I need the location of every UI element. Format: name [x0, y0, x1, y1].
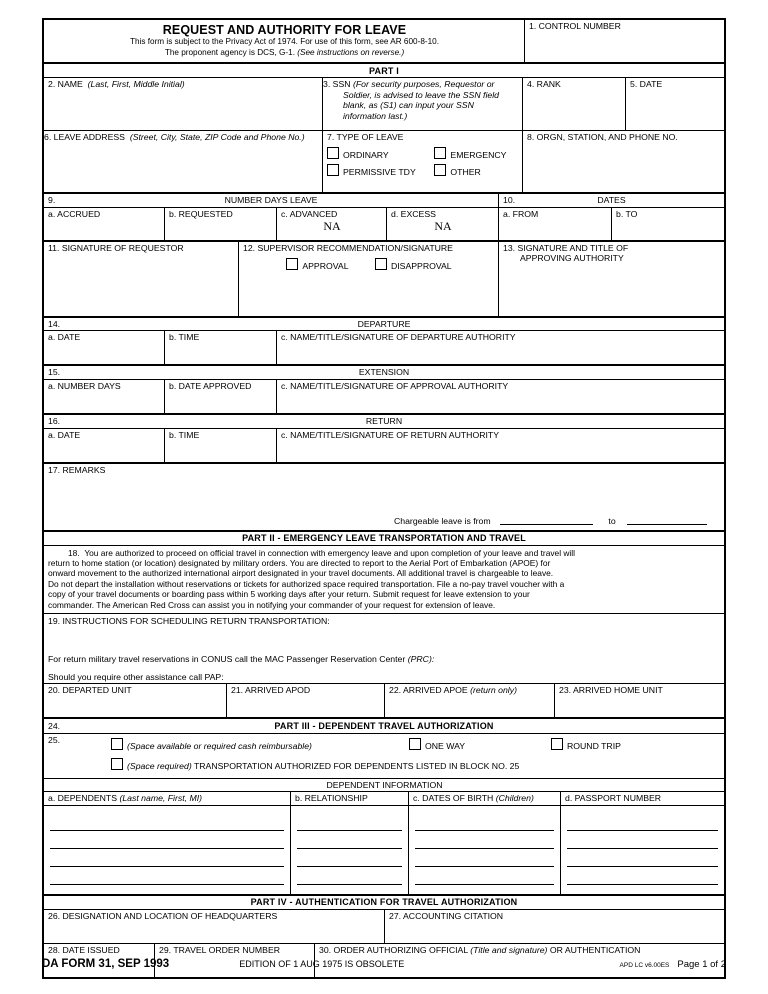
- travel-order-number-field[interactable]: 29. TRAVEL ORDER NUMBER: [154, 944, 314, 977]
- arrived-apoe-hint: (return only): [470, 685, 517, 695]
- checkbox-approval[interactable]: APPROVAL: [286, 258, 348, 272]
- checkbox-permissive-tdy[interactable]: PERMISSIVE TDY: [327, 164, 432, 178]
- relationship-column-cell[interactable]: [290, 806, 408, 894]
- form-identifier: DA FORM 31, SEP 1993: [42, 958, 170, 970]
- extension-band: [44, 364, 724, 380]
- checkbox-icon[interactable]: [551, 738, 563, 750]
- arrived-apoe-field[interactable]: 22. ARRIVED APOE (return only): [384, 684, 554, 717]
- block14-number: 14.: [48, 318, 61, 329]
- name-hint: (Last, First, Middle Initial): [87, 79, 185, 90]
- block13-line1: 13. SIGNATURE AND TITLE OF: [503, 242, 629, 253]
- dependent-entry-line[interactable]: [415, 849, 554, 867]
- dependent-table-body-row: [44, 805, 724, 894]
- block18-paragraph: [48, 548, 719, 610]
- address-leavetype-orgn-row: [44, 130, 724, 192]
- date-from-field[interactable]: a. FROM: [498, 208, 611, 240]
- chargeable-from-input[interactable]: [500, 515, 593, 525]
- supervisor-recommendation-field[interactable]: 12. SUPERVISOR RECOMMENDATION/SIGNATURE APPROVAL DISAPPROVAL: [238, 242, 498, 316]
- edition-note: EDITION OF 1 AUG 1975 IS OBSOLETE: [239, 959, 405, 969]
- remarks-label: 17. REMARKS: [48, 464, 106, 475]
- chargeable-leave-from-label: Chargeable leave is from: [394, 515, 491, 526]
- checkbox-icon[interactable]: [327, 164, 339, 176]
- arrival-blocks-row: [44, 683, 724, 717]
- control-number-label: 1. CONTROL NUMBER: [529, 21, 621, 31]
- part-2-band: PART II - EMERGENCY LEAVE TRANSPORTATION AND TRAVEL: [44, 530, 724, 546]
- orgn-label: 8. ORGN, STATION, AND PHONE NO.: [527, 132, 678, 143]
- ssn-field[interactable]: [322, 78, 522, 130]
- block18-text: [44, 546, 724, 613]
- block25-field: [44, 734, 724, 778]
- supervisor-decision-group: [243, 258, 495, 272]
- type-of-leave-row-1: [327, 147, 519, 161]
- checkbox-round-trip[interactable]: ROUND TRIP: [551, 738, 621, 752]
- departure-time-field[interactable]: b. TIME: [164, 331, 276, 364]
- ssn-label: 3. SSN (For security purposes, Requestor or Soldier, is advised to leave the SSN field blank, as (S1) can input your SSN information last.): [323, 79, 499, 121]
- checkbox-icon[interactable]: [375, 258, 387, 270]
- part-1-band: PART I: [44, 62, 724, 78]
- ssn-hint: (For security purposes, Requestor or Soldier, is advised to leave the SSN field blank, as (S1) can input your SSN information last.): [343, 79, 499, 121]
- dependents-column-cell[interactable]: [44, 806, 290, 894]
- remarks-field[interactable]: [44, 462, 724, 530]
- passport-column-cell[interactable]: [560, 806, 724, 894]
- extension-approval-authority-field[interactable]: c. NAME/TITLE/SIGNATURE OF APPROVAL AUTHORITY: [276, 380, 724, 413]
- block19-field[interactable]: [44, 613, 724, 683]
- extension-date-approved-field[interactable]: b. DATE APPROVED: [164, 380, 276, 413]
- control-number-field[interactable]: [524, 20, 724, 62]
- accrued-field[interactable]: a. ACCRUED: [48, 208, 101, 219]
- form-footer: [42, 958, 726, 970]
- block9-title: NUMBER DAYS LEAVE: [224, 195, 318, 206]
- checkbox-icon[interactable]: [111, 738, 123, 750]
- block18-line-4: Do not depart the installation without reservations or tickets for authorized space required transportation. File a no-pay travel voucher with a: [48, 578, 565, 589]
- departure-title: DEPARTURE: [357, 318, 411, 329]
- departed-unit-field[interactable]: 20. DEPARTED UNIT: [48, 685, 132, 695]
- dob-column-cell[interactable]: [408, 806, 560, 894]
- date-label: 5. DATE: [630, 79, 663, 90]
- leave-address-hint: (Street, City, State, ZIP Code and Phone No.): [129, 132, 305, 143]
- checkbox-icon[interactable]: [327, 147, 339, 159]
- return-authority-field[interactable]: c. NAME/TITLE/SIGNATURE OF RETURN AUTHORITY: [276, 429, 724, 462]
- chargeable-leave-line: [394, 515, 707, 527]
- block19-label: 19. INSTRUCTIONS FOR SCHEDULING RETURN TRANSPORTATION:: [48, 616, 330, 626]
- block18-line-6: commander. The American Red Cross can assist you in notifying your commander of your request for extension of leave.: [48, 599, 496, 610]
- type-of-leave-group: [322, 131, 522, 192]
- return-title: RETURN: [365, 415, 403, 426]
- dependent-entry-line[interactable]: [567, 849, 718, 867]
- block10-title: DATES: [597, 195, 626, 206]
- proponent-line: The proponent agency is DCS, G-1. (See instructions on reverse.): [164, 47, 405, 57]
- arrived-apod-field[interactable]: 21. ARRIVED APOD: [226, 684, 384, 717]
- dob-column-header: c. DATES OF BIRTH (Children): [408, 792, 560, 805]
- date-to-field[interactable]: b. TO: [611, 208, 724, 240]
- block16-number: 16.: [48, 415, 61, 426]
- block25-option-row-1: [111, 738, 720, 752]
- dependent-entry-line[interactable]: [415, 813, 554, 831]
- accounting-citation-field[interactable]: 27. ACCOUNTING CITATION: [384, 910, 724, 943]
- date-field[interactable]: [625, 78, 724, 130]
- da-form-31-page: [42, 18, 726, 979]
- dependent-entry-line[interactable]: [297, 813, 402, 831]
- name-label: 2. NAME (Last, First, Middle Initial): [48, 79, 185, 90]
- checkbox-space-available[interactable]: (Space available or required cash reimbursable): [111, 738, 312, 752]
- dependents-column-header: a. DEPENDENTS (Last name, First, MI): [48, 793, 202, 804]
- return-time-field[interactable]: b. TIME: [164, 429, 276, 462]
- advanced-field[interactable]: c. ADVANCED NA: [276, 208, 386, 240]
- dependent-entry-line[interactable]: [297, 831, 402, 849]
- type-of-leave-label: 7. TYPE OF LEAVE: [327, 132, 404, 143]
- dependent-entry-line[interactable]: [50, 813, 284, 831]
- departure-date-field[interactable]: a. DATE: [48, 332, 81, 343]
- return-fields-row: [44, 429, 724, 462]
- name-ssn-rank-date-row: [44, 78, 724, 130]
- dependent-entry-line[interactable]: [50, 849, 284, 867]
- excess-field[interactable]: d. EXCESS NA: [386, 208, 498, 240]
- order-authorizing-official-field[interactable]: 30. ORDER AUTHORIZING OFFICIAL (Title and signature) OR AUTHENTICATION: [314, 944, 724, 977]
- part-3-band: [44, 717, 724, 734]
- extension-number-days-field[interactable]: a. NUMBER DAYS: [48, 380, 121, 391]
- name-field[interactable]: [44, 78, 322, 130]
- type-of-leave-row-2: [327, 164, 519, 178]
- extension-title: EXTENSION: [358, 367, 410, 378]
- block9-number: 9.: [48, 195, 56, 206]
- dependent-entry-line[interactable]: [297, 849, 402, 867]
- rank-label: 4. RANK: [527, 79, 561, 90]
- checkbox-icon[interactable]: [409, 738, 421, 750]
- checkbox-disapproval[interactable]: DISAPPROVAL: [375, 258, 452, 272]
- departure-fields-row: [44, 331, 724, 364]
- block18-line-1: 18. You are authorized to proceed on official travel in connection with emergency leave and upon completion of your leave and travel will: [68, 547, 576, 558]
- arrived-home-unit-field[interactable]: 23. ARRIVED HOME UNIT: [554, 684, 724, 717]
- chargeable-to-input[interactable]: [627, 515, 707, 525]
- checkbox-ordinary[interactable]: ORDINARY: [327, 147, 432, 161]
- rank-field[interactable]: [522, 78, 625, 130]
- checkbox-emergency[interactable]: EMERGENCY: [434, 147, 506, 161]
- headquarters-accounting-row: [44, 910, 724, 943]
- days-dates-header-row: [44, 192, 724, 207]
- dependent-entry-line[interactable]: [567, 867, 718, 885]
- dependent-entry-line[interactable]: [415, 831, 554, 849]
- departure-band: [44, 316, 724, 332]
- part-4-band: PART IV - AUTHENTICATION FOR TRAVEL AUTHORIZATION: [44, 894, 724, 910]
- headquarters-field[interactable]: 26. DESIGNATION AND LOCATION OF HEADQUARTERS: [48, 910, 278, 921]
- form-header-row: [44, 20, 724, 62]
- return-date-field[interactable]: a. DATE: [48, 429, 81, 440]
- extension-fields-row: [44, 380, 724, 413]
- checkbox-icon[interactable]: [434, 147, 446, 159]
- checkbox-one-way[interactable]: ONE WAY: [409, 738, 465, 752]
- dependent-entry-line[interactable]: [50, 831, 284, 849]
- part-3-title: PART III - DEPENDENT TRAVEL AUTHORIZATION: [274, 720, 494, 731]
- signature-of-requestor-field[interactable]: 11. SIGNATURE OF REQUESTOR: [48, 242, 184, 253]
- block18-line-3: onward movement to the authorized international airport designated in your travel documents. All additional travel is chargeable to leave.: [48, 568, 554, 579]
- dependent-information-band: DEPENDENT INFORMATION: [44, 778, 724, 792]
- apd-version: APD LC v6.00ES: [619, 962, 670, 969]
- checkbox-icon[interactable]: [286, 258, 298, 270]
- dependent-entry-line[interactable]: [297, 867, 402, 885]
- conus-reservation-text: For return military travel reservations in CONUS call the MAC Passenger Reservation Center (PRC):: [48, 654, 435, 664]
- block10-number: 10.: [503, 195, 516, 206]
- block15-number: 15.: [48, 367, 61, 378]
- chargeable-leave-to-label: to: [608, 515, 616, 526]
- dependent-table-header-row: [44, 791, 724, 805]
- excess-value: NA: [434, 219, 452, 234]
- page-title: REQUEST AND AUTHORITY FOR LEAVE: [162, 23, 407, 37]
- checkbox-icon[interactable]: [111, 758, 123, 770]
- signature-row: [44, 240, 724, 316]
- dependent-entry-line[interactable]: [50, 867, 284, 885]
- dates-header: [498, 194, 724, 207]
- page-number: Page 1 of 2: [677, 959, 726, 970]
- checkbox-space-required[interactable]: (Space required) TRANSPORTATION AUTHORIZED FOR DEPENDENTS LISTED IN BLOCK NO. 25: [111, 758, 519, 772]
- privacy-act-line: This form is subject to the Privacy Act of 1974. For use of this form, see AR 600-8-10.: [130, 36, 439, 46]
- orgn-station-phone-field[interactable]: [522, 131, 724, 192]
- dependent-entry-line[interactable]: [567, 813, 718, 831]
- departure-authority-field[interactable]: c. NAME/TITLE/SIGNATURE OF DEPARTURE AUTHORITY: [276, 331, 724, 364]
- checkbox-other[interactable]: OTHER: [434, 164, 480, 178]
- block25-option-row-2: [111, 758, 519, 772]
- approving-authority-field[interactable]: [498, 242, 724, 316]
- return-band: [44, 413, 724, 429]
- instructions-note: (See instructions on reverse.): [297, 47, 405, 57]
- passport-column-header: d. PASSPORT NUMBER: [560, 792, 724, 805]
- number-days-leave-header: [44, 194, 498, 207]
- dependent-entry-line[interactable]: [415, 867, 554, 885]
- block24-number: 24.: [48, 720, 61, 731]
- leave-address-field[interactable]: [44, 131, 322, 192]
- checkbox-icon[interactable]: [434, 164, 446, 176]
- form-title-block: [44, 20, 524, 62]
- advanced-value: NA: [323, 219, 341, 234]
- block25-number: 25.: [48, 734, 61, 745]
- requested-field[interactable]: b. REQUESTED: [164, 208, 276, 240]
- leave-address-label: 6. LEAVE ADDRESS (Street, City, State, ZIP Code and Phone No.): [44, 132, 305, 143]
- dependent-entry-line[interactable]: [567, 831, 718, 849]
- days-dates-fields-row: [44, 207, 724, 240]
- block13-line2: APPROVING AUTHORITY: [520, 253, 624, 264]
- block18-line-5: copy of your travel documents or boarding pass within 5 working days after your return. Submit request for leave extension to your: [48, 589, 530, 600]
- pap-assistance-text: Should you require other assistance call PAP:: [48, 672, 224, 682]
- block18-line-2: return to home station (or location) designated by military orders. You are directed to report to the Aerial Port of Embarkation (APOE) for: [48, 557, 551, 568]
- date-issued-field[interactable]: 28. DATE ISSUED: [48, 944, 120, 955]
- relationship-column-header: b. RELATIONSHIP: [290, 792, 408, 805]
